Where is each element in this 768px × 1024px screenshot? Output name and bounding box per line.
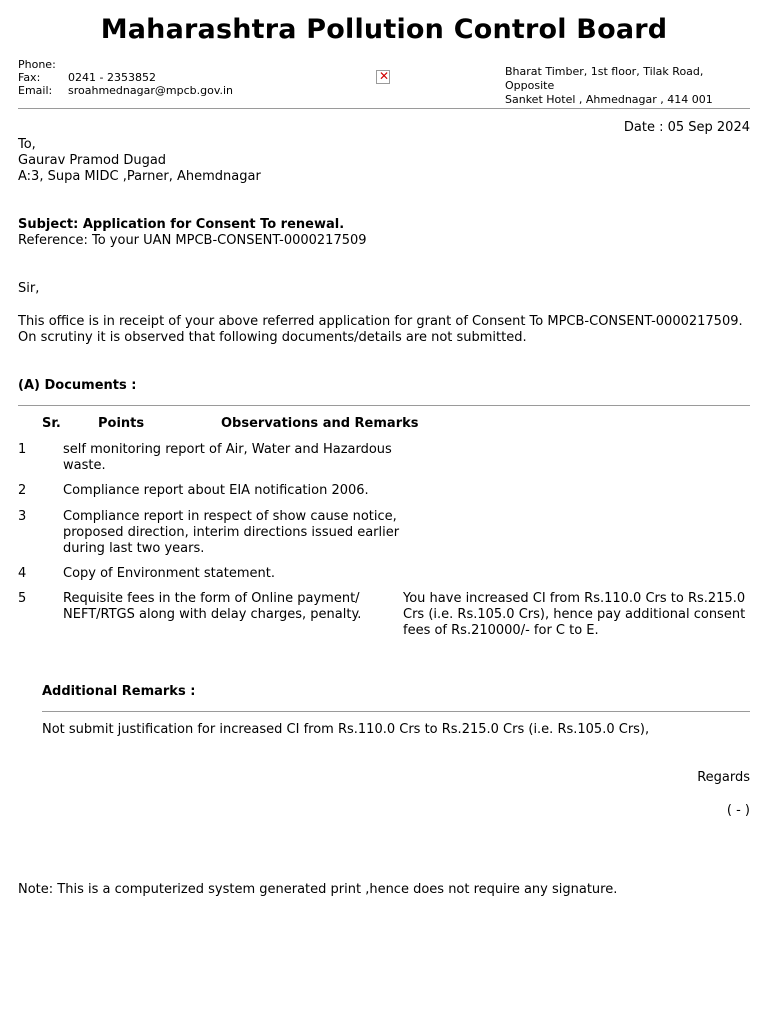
row-3-point-line-3: during last two years. <box>63 541 205 556</box>
column-header-observations: Observations and Remarks <box>221 416 419 431</box>
row-3-point-line-2: proposed direction, interim directions issued earlier <box>63 525 400 540</box>
phone-row <box>18 58 233 71</box>
row-5-remark <box>403 591 745 639</box>
row-3-point <box>63 509 399 557</box>
row-2-point <box>63 483 369 499</box>
documents-divider <box>18 405 750 406</box>
header-divider <box>18 108 750 109</box>
column-header-sr: Sr. <box>42 416 61 431</box>
body-line-2: On scrutiny it is observed that following documents/details are not submitted. <box>18 330 527 345</box>
fax-label: Fax: <box>18 71 41 84</box>
additional-remarks-text: Not submit justification for increased CI from Rs.110.0 Crs to Rs.215.0 Crs (i.e. Rs.105.0 Crs), <box>42 722 650 737</box>
row-5-remark-line-1: You have increased CI from Rs.110.0 Crs to Rs.215.0 <box>403 591 746 606</box>
reference-line: Reference: To your UAN MPCB-CONSENT-0000217509 <box>18 233 367 248</box>
additional-remarks-heading: Additional Remarks : <box>42 684 196 699</box>
row-2-point-line-1: Compliance report about EIA notification 2006. <box>63 483 369 498</box>
email-row <box>18 84 233 97</box>
office-address <box>505 65 755 107</box>
subject-line: Subject: Application for Consent To renewal. <box>18 217 345 232</box>
broken-image-icon: ✕ <box>376 70 390 84</box>
row-3-sr: 3 <box>18 509 27 524</box>
contact-block <box>18 58 233 97</box>
email-label: Email: <box>18 84 53 97</box>
row-1-sr: 1 <box>18 442 27 457</box>
address-to: To, <box>18 137 36 152</box>
fax-value: 0241 - 2353852 <box>68 71 156 84</box>
address-line-1: Bharat Timber, 1st floor, Tilak Road, Opposite <box>505 65 704 92</box>
row-5-point-line-2: NEFT/RTGS along with delay charges, penalty. <box>63 607 362 622</box>
phone-label: Phone: <box>18 58 56 71</box>
row-3-point-line-1: Compliance report in respect of show cause notice, <box>63 509 397 524</box>
address-line-2: Sanket Hotel , Ahmednagar , 414 001 <box>505 93 713 106</box>
regards: Regards <box>697 770 750 785</box>
recipient-name: Gaurav Pramod Dugad <box>18 153 167 168</box>
letter-date: Date : 05 Sep 2024 <box>623 120 750 135</box>
documents-heading: (A) Documents : <box>18 378 137 393</box>
row-4-point <box>63 566 275 582</box>
row-1-point-line-2: waste. <box>63 458 106 473</box>
signature-placeholder: ( - ) <box>726 803 750 818</box>
body-line-1: This office is in receipt of your above referred application for grant of Consent To MPCB-CONSENT-0000217509. <box>18 314 743 329</box>
fax-row <box>18 71 233 84</box>
column-header-points: Points <box>98 416 145 431</box>
row-5-remark-line-3: fees of Rs.210000/- for C to E. <box>403 623 599 638</box>
row-5-sr: 5 <box>18 591 27 606</box>
row-4-sr: 4 <box>18 566 27 581</box>
board-title: Maharashtra Pollution Control Board <box>100 14 668 45</box>
row-5-point-line-1: Requisite fees in the form of Online payment/ <box>63 591 360 606</box>
row-4-point-line-1: Copy of Environment statement. <box>63 566 275 581</box>
row-5-remark-line-2: Crs (i.e. Rs.105.0 Crs), hence pay additional consent <box>403 607 746 622</box>
email-value: sroahmednagar@mpcb.gov.in <box>68 84 233 97</box>
system-note: Note: This is a computerized system generated print ,hence does not require any signature. <box>18 882 618 897</box>
additional-remarks-divider <box>42 711 750 712</box>
row-2-sr: 2 <box>18 483 27 498</box>
row-1-point <box>63 442 392 474</box>
row-5-point <box>63 591 361 623</box>
row-1-point-line-1: self monitoring report of Air, Water and Hazardous <box>63 442 392 457</box>
recipient-address: A:3, Supa MIDC ,Parner, Ahemdnagar <box>18 169 261 184</box>
salutation: Sir, <box>18 281 40 296</box>
